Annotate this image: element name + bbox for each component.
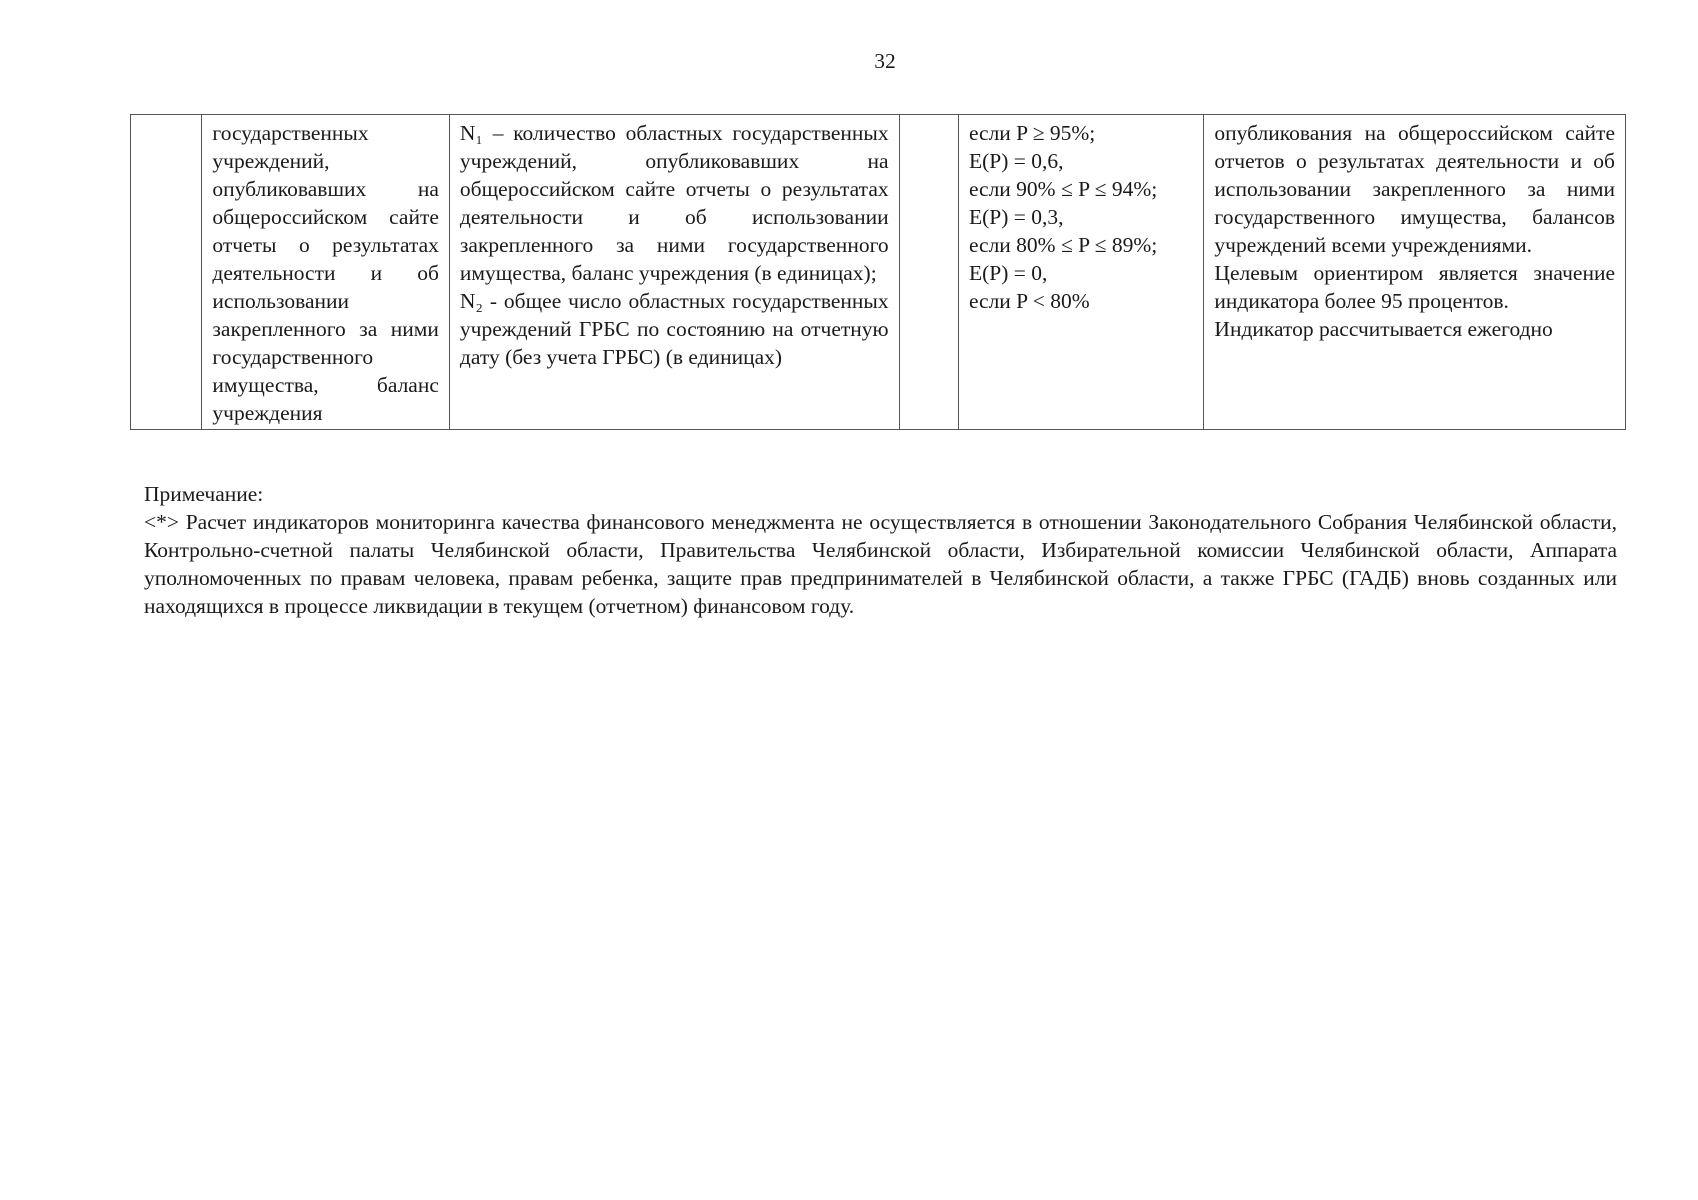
definition-n1: N₁ – количество областных государственных учреждений, опубликовавших на общероссийском сайте отчеты о результатах деятельности и об использовании закрепленного за ними государственного имущества, баланс учреждения (в единицах); xyxy=(459,121,889,285)
footnote-label: Примечание: xyxy=(144,482,264,506)
table-cell-number xyxy=(131,115,202,430)
scale-line: если 90% ≤ P ≤ 94%; xyxy=(968,177,1158,201)
footnote-block xyxy=(144,480,1617,620)
table-cell-comment xyxy=(1204,115,1626,430)
table-cell-empty xyxy=(899,115,958,430)
definition-n2: N₂ - общее число областных государственных учреждений ГРБС по состоянию на отчетную дату (без учета ГРБС) (в единицах) xyxy=(459,289,889,369)
table-cell-scale xyxy=(958,115,1203,430)
page-number: 32 xyxy=(874,49,896,73)
comment-paragraph: Целевым ориентиром является значение индикатора более 95 процентов. xyxy=(1214,261,1615,313)
comment-paragraph: опубликования на общероссийском сайте отчетов о результатах деятельности и об использовании закрепленного за ними государственного имущества, балансов учреждений всеми учреждениями. xyxy=(1214,121,1615,257)
table-cell-definitions xyxy=(449,115,899,430)
scale-line: E(P) = 0,6, xyxy=(968,149,1064,173)
indicator-name-text: государственных учреждений, опубликовавших на общероссийском сайте отчеты о результатах деятельности и об использовании закрепленного за ними государственного имущества, баланс учреждения xyxy=(212,121,439,425)
table-cell-indicator-name xyxy=(202,115,449,430)
table-row xyxy=(131,115,1626,430)
scale-line: если P < 80% xyxy=(968,289,1090,313)
indicator-table xyxy=(130,114,1626,430)
scale-line: E(P) = 0, xyxy=(968,261,1048,285)
scale-line: если P ≥ 95%; xyxy=(968,121,1096,145)
comment-paragraph: Индикатор рассчитывается ежегодно xyxy=(1214,317,1553,341)
footnote-text: <*> Расчет индикаторов мониторинга качества финансового менеджмента не осуществляется в отношении Законодательного Собрания Челябинской области, Контрольно-счетной палаты Челябинской области, Правительства Челябинской области, Избирательной комиссии Челябинской области, Аппарата уполномоченных по правам человека, правам ребенка, защите прав предпринимателей в Челябинской области, а также ГРБС (ГАДБ) вновь созданных или находящихся в процессе ликвидации в текущем (отчетном) финансовом году. xyxy=(144,510,1617,618)
scale-line: E(P) = 0,3, xyxy=(968,205,1064,229)
scale-line: если 80% ≤ P ≤ 89%; xyxy=(968,233,1158,257)
